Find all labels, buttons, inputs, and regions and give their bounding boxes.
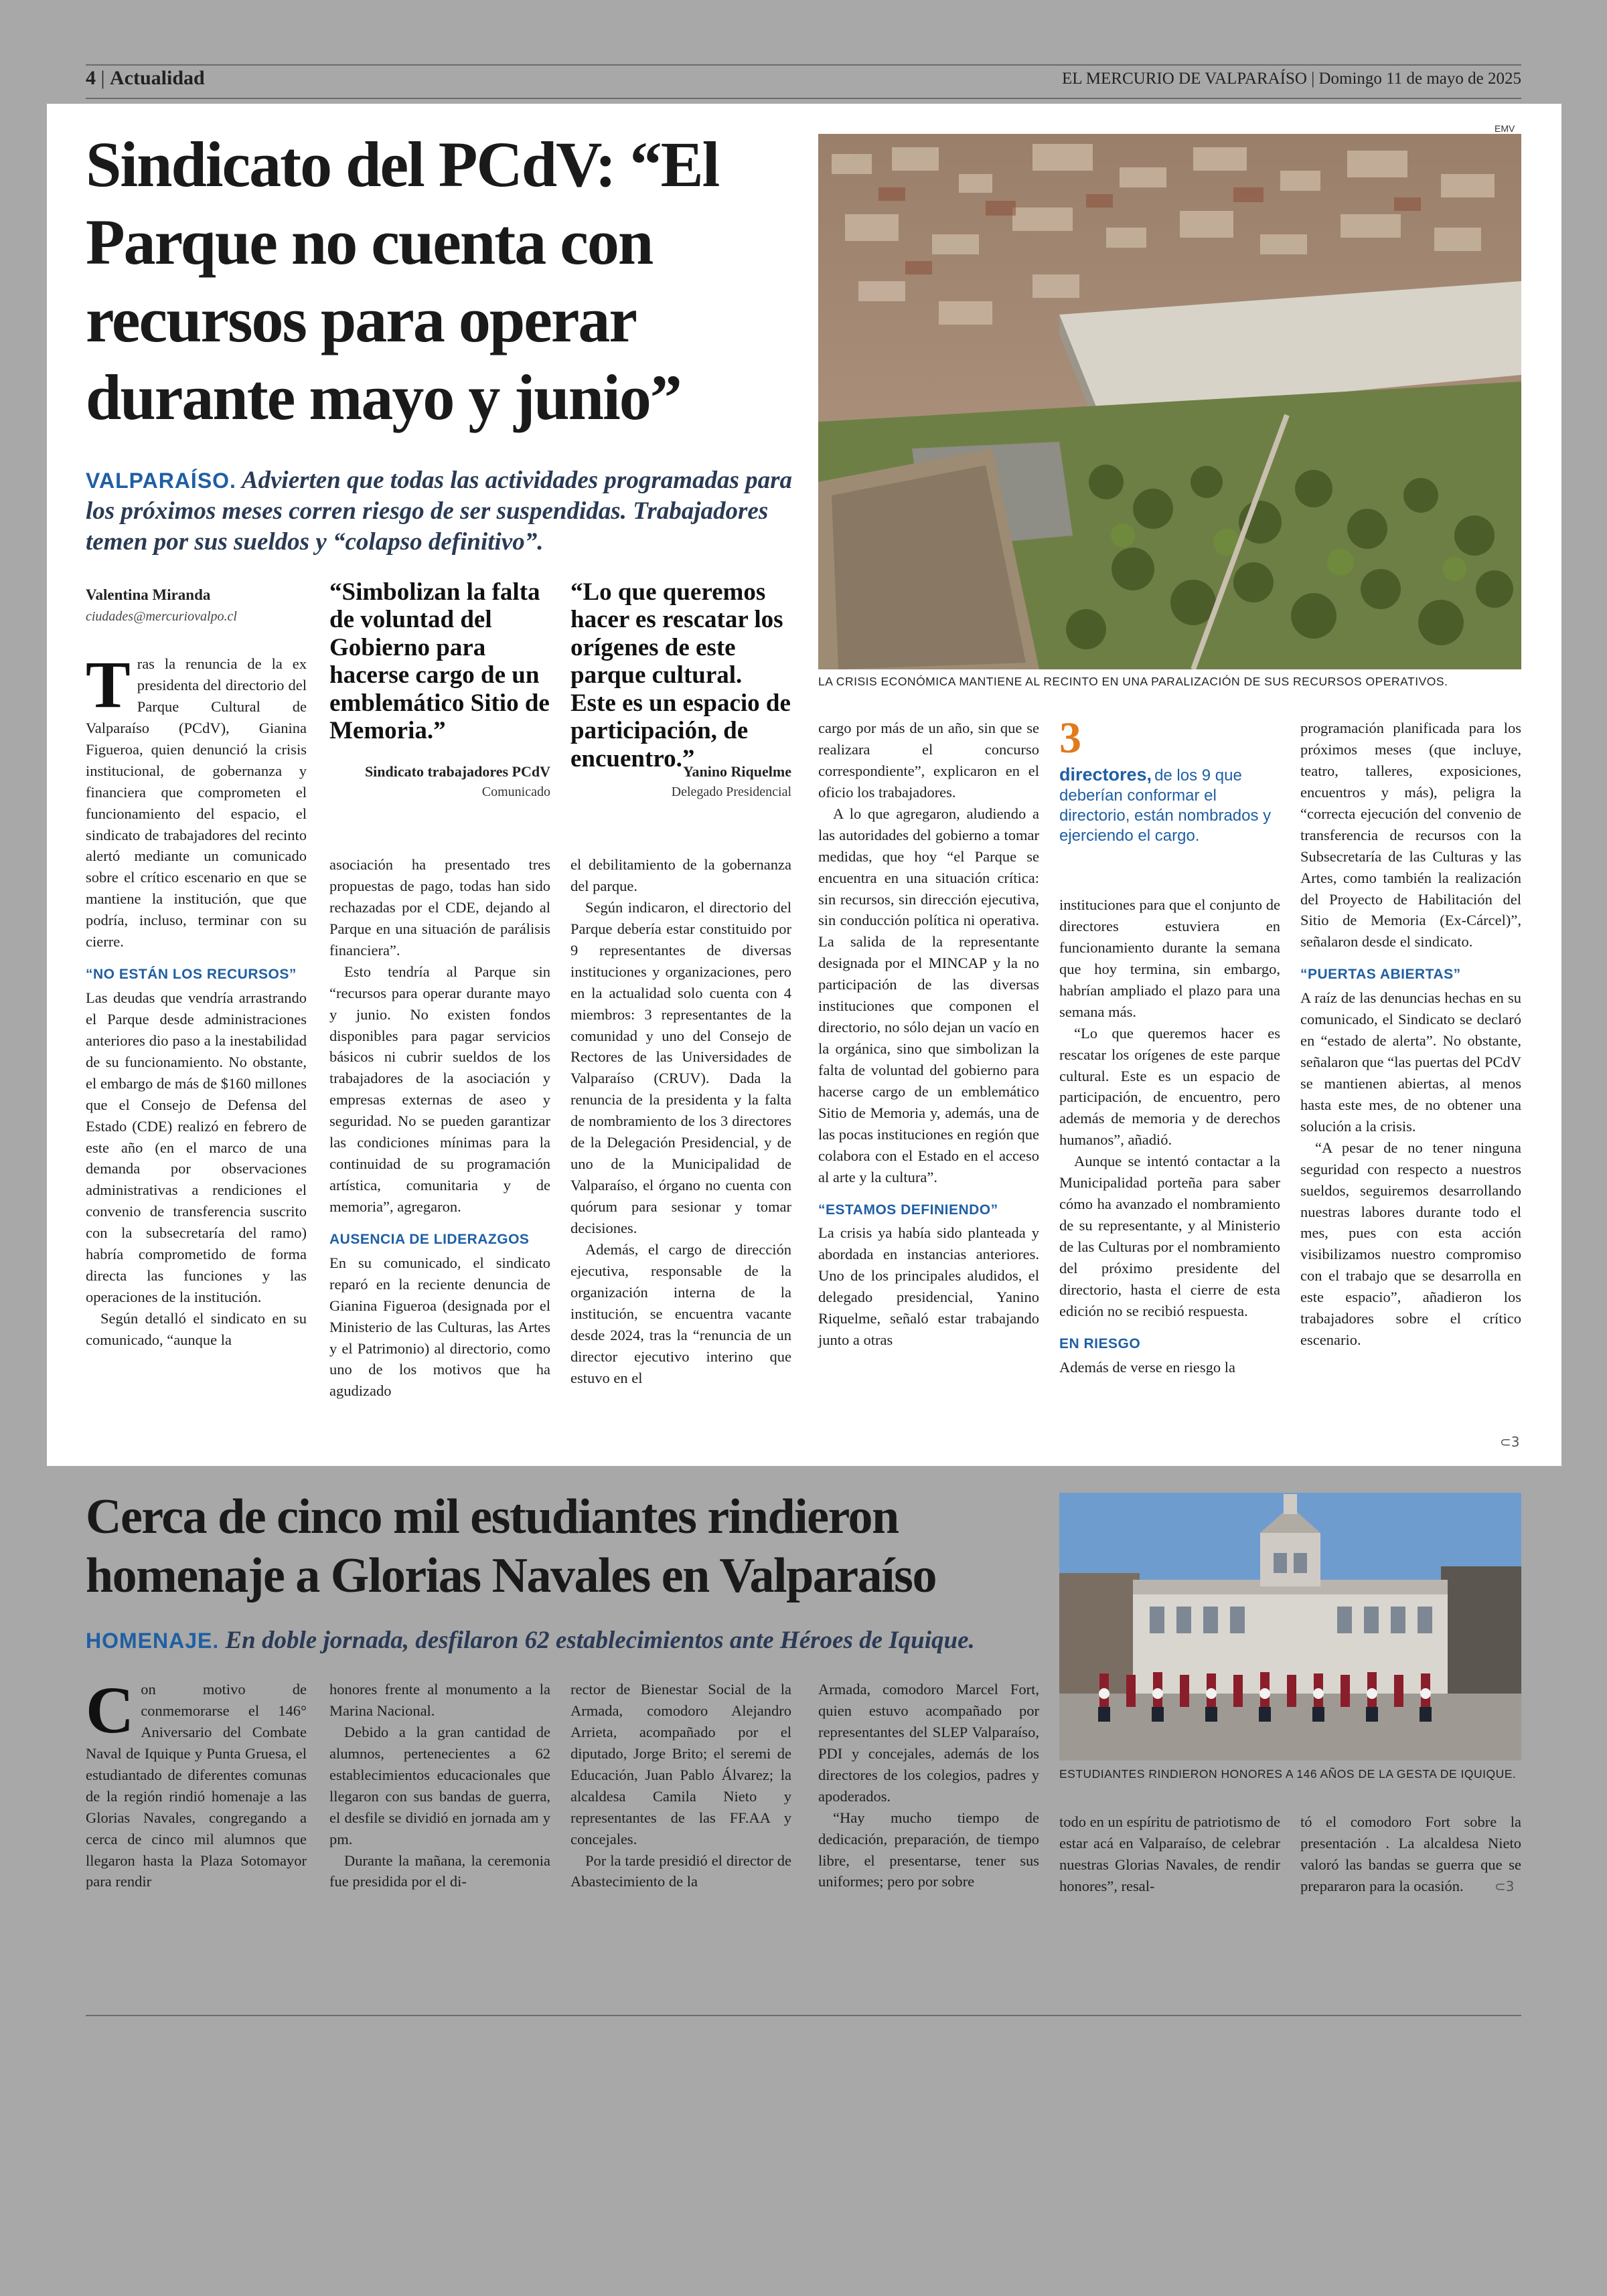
fact-box [1059,716,1280,846]
bottom-rule [86,2015,1521,2016]
pull-quote-2: “Lo que queremos hacer es rescatar los orígenes de este parque cultural. Este es un espacio de participación, de encuentro.” [570,578,791,772]
article1-headline: Sindicato del PCdV: “El Parque no cuenta con recursos para operar durante mayo y junio” [86,129,719,433]
photo2-caption: ESTUDIANTES RINDIERON HONORES A 146 AÑOS DE LA GESTA DE IQUIQUE. [1059,1767,1517,1781]
lead-tag: VALPARAÍSO. [86,469,236,493]
article2-column-1: Con motivo de conmemorarse el 146° Aniversario del Combate Naval de Iquique y Punta Gruesa, el estudiantado de diferentes comunas de la región rindió homenaje a las Glorias Navales, congregando a cerca de cinco mil alumnos que llegaron hasta la Plaza Sotomayor para rendir [86,1673,307,1890]
article1-column-1: Tras la renuncia de la ex presidenta del directorio del Parque Cultural de Valparaíso (PCdV), Gianina Figueroa, quien denunció la crisis institucional, de gobernanza y financiera que comprometen el funcionamiento del espacio, el sindicato de trabajadores del recinto alertó mediante un comunicado sobre el crítico escenario en que se mantiene la institución, que que podría, incluso, terminar con su cierre. “NO ESTÁN LOS RECURSOS” Las deudas que vendría arrastrando el Parque desde administraciones anteriores dio paso a la inestabilidad de su funcionamiento. No obstante, el embargo de más de $160 millones que el Consejo de Defensa del Estado (CDE) realizó en febrero de este año (en el marco de una demanda por observaciones administrativas a rendiciones el convenio de transferencia suscrito con la subsecretaría del ramo) habría comprometido de forma directa las funciones y las operaciones de la institución. Según detalló el sindicato en su comunicado, “aunque la [86,647,307,1348]
fact-word: directores, [1059,764,1152,785]
header-rule-bottom [86,98,1521,99]
end-mark-icon: ⊂3 [1500,1434,1520,1450]
header-rule [86,64,1521,66]
lead2-text: En doble jornada, desfilaron 62 establecimientos ante Héroes de Iquique. [225,1627,975,1654]
end-mark-2-icon: ⊂3 [1495,1878,1515,1894]
fact-number: 3 [1059,714,1081,762]
park-aerial-illustration [818,134,1521,669]
article1-column-3: el debilitamiento de la gobernanza del parque. Según indicaron, el directorio del Parque debería estar constituido por 9 representantes de diversas instituciones y organizaciones, pero en la actualidad solo cuenta con 4 miembros: 3 representantes de la comunidad y uno del Consejo de Rectores de las Universidades de Valparaíso (CRUV). Dada la renuncia de la presidenta y la falta de nombramiento de los 3 directores de la Delegación Presidencial, y de uno de la Municipalidad de Valparaíso, el órgano no cuenta con quórum para sesionar y tomar decisiones. Además, el cargo de dirección ejecutiva, responsable de la organización interna de la institución, se encuentra vacante desde 2024, tras la “renuncia de un director ejecutivo interino que estuvo en el [570,856,791,1386]
article2-column-4: Armada, comodoro Marcel Fort, quien estuvo acompañado por representantes del SLEP Valparaíso, PDI y concejales, además de los directores de los colegios, padres y apoderados. “Hay mucho tiempo de dedicación, preparación, de tiempo libre, el presentarse, tener sus uniformes; pero por sobre [818,1681,1039,1890]
article2-column-6: tó el comodoro Fort sobre la presentación . La alcaldesa Nieto valoró las bandas se guerra que se prepararon para la ocasión. [1300,1813,1521,1894]
subhead-estamos: “ESTAMOS DEFINIENDO” [818,1202,998,1218]
section-name: Actualidad [110,67,205,89]
quote2-source: Yanino Riquelme [683,763,791,780]
quote2-role: Delegado Presidencial [671,785,791,799]
photo1-credit: EMV [1495,123,1515,134]
page-header-left: 4 | Actualidad [86,67,205,89]
quote1-role: Comunicado [481,785,550,799]
lead2-tag: HOMENAJE. [86,1629,220,1653]
issue-date: Domingo 11 de mayo de 2025 [1318,70,1521,88]
subhead-ausencia: AUSENCIA DE LIDERAZGOS [329,1231,530,1247]
parade-illustration [1059,1493,1521,1760]
article1-column-5: instituciones para que el conjunto de directores estuviera en funcionamiento durante la semana que hoy termina, sin embargo, habrían ampliado el plazo para una semana más. “Lo que queremos hacer es rescatar los orígenes de este parque cultural. Este es un espacio de participación, de encuentro, pero además de memoria y de derechos humanos”, añadió. Aunque se intentó contactar a la Municipalidad porteña para saber cómo ha avanzado el nombramiento de su representante, y al Ministerio de las Culturas por el nombramiento del próximo presidente del directorio, hasta el cierre de esta edición no se recibió respuesta. EN RIESGO Además de verse en riesgo la [1059,896,1280,1376]
article1-email: ciudades@mercuriovalpo.cl [86,609,237,624]
page-header-right: EL MERCURIO DE VALPARAÍSO | Domingo 11 de mayo de 2025 [1061,70,1521,88]
newspaper-name: EL MERCURIO DE VALPARAÍSO [1061,70,1307,88]
article2-column-3: rector de Bienestar Social de la Armada, comodoro Alejandro Arrieta, acompañado por el diputado, Jorge Brito; el seremi de Educación, Juan Pablo Álvarez; la alcaldesa Camila Nieto y representantes de las FF.AA y concejales. Por la tarde presidió el director de Abastecimiento de la [570,1681,791,1890]
article1-column-2: asociación ha presentado tres propuestas de pago, todas han sido rechazadas por el CDE, dejando al Parque en una situación de parálisis financiera”. Esto tendría al Parque sin “recursos para operar durante mayo y junio. No existen fondos disponibles para pagar servicios básicos ni cubrir sueldos de los trabajadores de la asociación y empresas externas de aseo y seguridad. No se pueden garantizar las condiciones mínimas para la continuidad de su programación artística, comunitaria y de memoria”, agregaron. AUSENCIA DE LIDERAZGOS En su comunicado, el sindicato reparó en la reciente denuncia de Gianina Figueroa (designada por el Ministerio de las Culturas, las Artes y el Patrimonio) al directorio, como uno de los motivos que ha agudizado [329,856,550,1400]
subhead-en-riesgo: EN RIESGO [1059,1335,1141,1351]
article2-headline: Cerca de cinco mil estudiantes rindieron homenaje a Glorias Navales en Valparaíso [86,1489,936,1603]
photo1-caption: LA CRISIS ECONÓMICA MANTIENE AL RECINTO EN UNA PARALIZACIÓN DE SUS RECURSOS OPERATIVOS. [818,675,1448,688]
drop-cap-2: C [86,1673,135,1747]
parade-photo [1059,1493,1521,1760]
page-number: 4 [86,67,96,89]
subhead-puertas: “PUERTAS ABIERTAS” [1300,967,1461,983]
article2-column-2: honores frente al monumento a la Marina Nacional. Debido a la gran cantidad de alumnos, pertenecientes a 62 establecimientos educacionales que llegaron con sus bandas de guerra, el desfile se dividió en jornada am y pm. Durante la mañana, la ceremonia fue presidida por el di- [329,1681,550,1890]
park-aerial-photo [818,134,1521,669]
article1-column-4: cargo por más de un año, sin que se realizara el concurso correspondiente”, explicaron en el oficio los trabajadores. A lo que agregaron, aludiendo a las autoridades del gobierno a tomar medidas, que hoy “el Parque se encuentra en una situación crítica: sin recursos, sin dirección ejecutiva, sin conducción política ni operativa. La salida de la representante designada por el MINCAP y la no participación de las diversas instituciones que componen el directorio, no sólo dejan un vacío en la orgánica, sino que simbolizan la falta de voluntad del gobierno para hacerse cargo de un emblemático Sitio de Memoria y, además, una de las pocas instituciones en región que colabora con el Estado en el acceso al arte y la cultura”. “ESTAMOS DEFINIENDO” La crisis ya había sido planteada y abordada en instancias anteriores. Uno de los principales aludidos, el delegado presidencial, Yanino Riquelme, señaló estar trabajando junto a otras [818,720,1039,1349]
pull-quote-1: “Simbolizan la falta de voluntad del Gobierno para hacerse cargo de un emblemático Sitio de Memoria.” [329,578,550,745]
article1-lead [86,465,795,558]
drop-cap: T [86,647,131,722]
quote1-source: Sindicato trabajadores PCdV [364,763,550,780]
article2-column-5: todo en un espíritu de patriotismo de estar acá en Valparaíso, de celebrar nuestras Glorias Navales, de rendir honores”, resal- [1059,1813,1280,1894]
article2-lead [86,1625,1057,1656]
article1-byline: Valentina Miranda [86,586,211,603]
article1-column-6: programación planificada para los próximos meses (que incluye, teatro, talleres, exposiciones, encuentros y más), peligra la “correcta ejecución del convenio de transferencia de recursos con la Subsecretaría de las Culturas y las Artes, como también la realización del Proyecto de Habilitación del Sitio de Memoria (Ex-Cárcel)”, señalaron desde el sindicato. “PUERTAS ABIERTAS” A raíz de las denuncias hechas en su comunicado, el Sindicato se declaró en “estado de alerta”. No obstante, señalaron que “las puertas del PCdV se mantienen abiertas, al menos hasta este mes, de no obtener una solución a la crisis. “A pesar de no tener ninguna seguridad con respecto a nuestros sueldos, seguiremos desarrollando nuestras labores durante todo el mes, pues con esta acción visibilizamos nuestro compromiso con el trabajo que se desarrolla en este espacio”, añadieron los trabajadores sobre el crítico escenario. [1300,720,1521,1349]
lead-text: Advierten que todas las actividades programadas para los próximos meses corren riesgo de ser suspendidas. Trabajadores temen por sus sueldos y “colapso definitivo”. [86,467,793,556]
subhead-no-estan: “NO ESTÁN LOS RECURSOS” [86,967,297,983]
fact-text: de los 9 que deberían conformar el directorio, están nombrados y ejerciendo el cargo. [1059,766,1272,845]
